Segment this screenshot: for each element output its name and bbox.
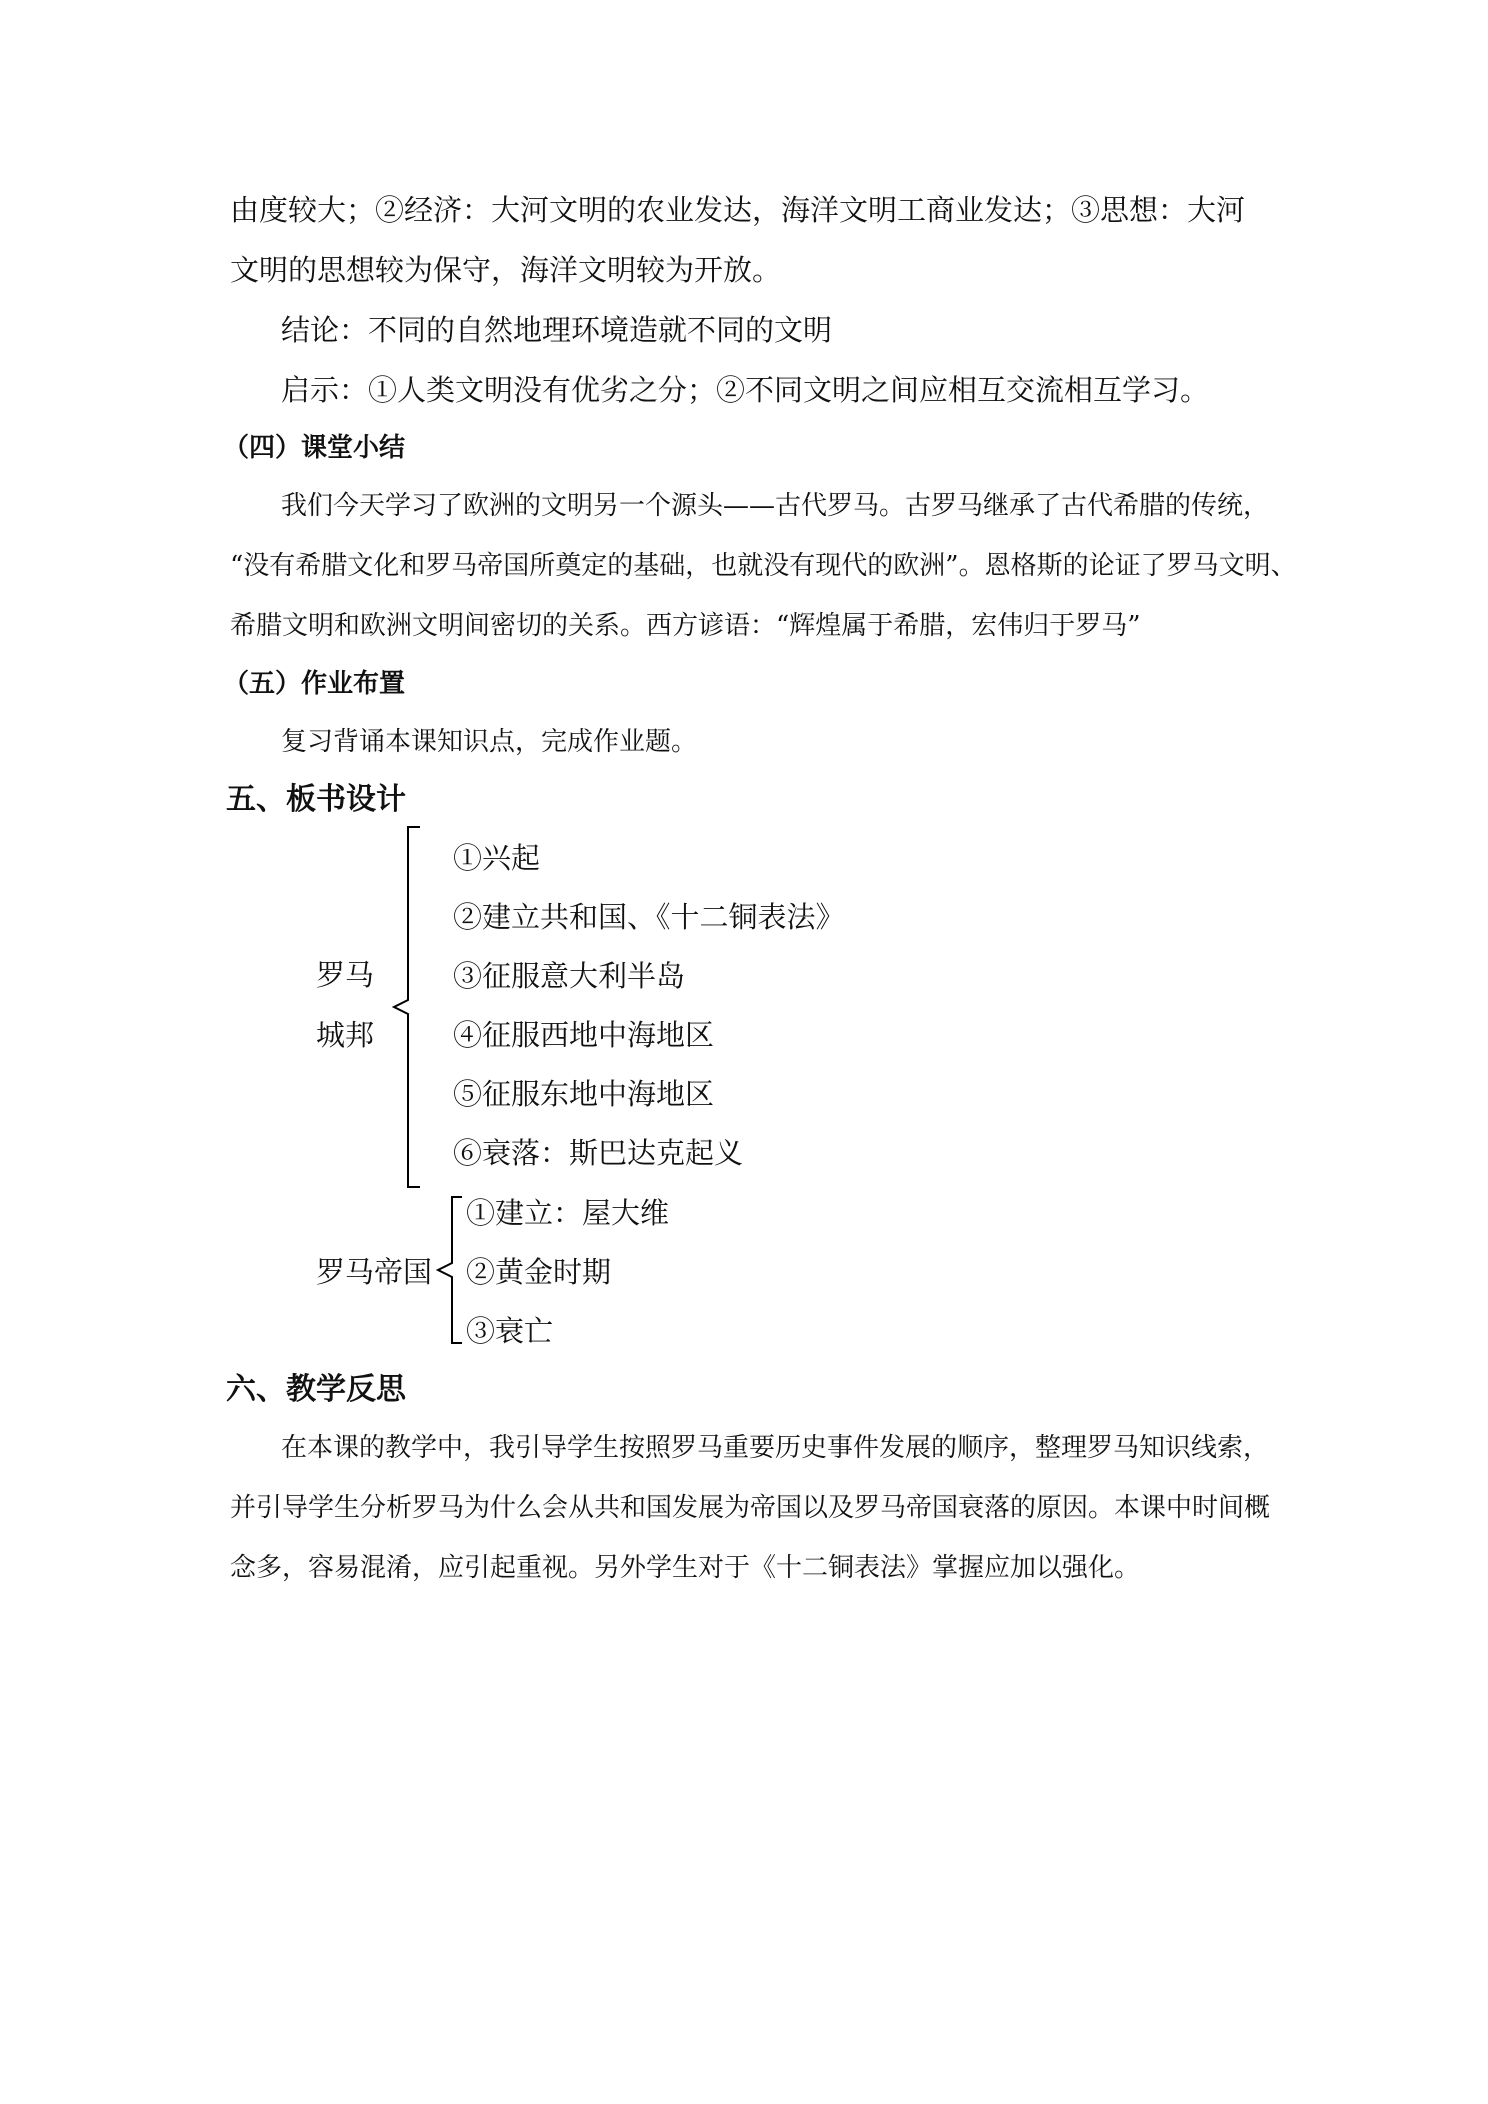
- board-item: ②建立共和国、《十二铜表法》: [453, 900, 845, 934]
- board-item: ①兴起: [453, 841, 541, 875]
- board-item: ⑥衰落：斯巴达克起义: [453, 1136, 744, 1170]
- inspiration-text: 启示：①人类文明没有优劣之分；②不同文明之间应相互交流相互学习。: [281, 373, 1210, 407]
- board-item: ③征服意大利半岛: [453, 959, 686, 993]
- board-item: ⑤征服东地中海地区: [453, 1077, 715, 1111]
- conclusion-text: 结论：不同的自然地理环境造就不同的文明: [281, 313, 833, 347]
- reflection-line: 念多，容易混淆，应引起重视。另外学生对于《十二铜表法》掌握应加以强化。: [230, 1553, 1141, 1583]
- summary-line: “没有希腊文化和罗马帝国所奠定的基础，也就没有现代的欧洲”。恩格斯的论证了罗马文明、: [230, 551, 1297, 581]
- summary-line: 我们今天学习了欧洲的文明另一个源头——古代罗马。古罗马继承了古代希腊的传统，: [281, 491, 1270, 521]
- homework-text: 复习背诵本课知识点，完成作业题。: [281, 727, 698, 757]
- reflection-line: 在本课的教学中，我引导学生按照罗马重要历史事件发展的顺序，整理罗马知识线索，: [281, 1433, 1270, 1463]
- brace-group1-icon: [390, 825, 430, 1190]
- board-label-roman-city-state: 罗马: [316, 958, 375, 992]
- board-label-roman-city-state: 城邦: [316, 1018, 375, 1052]
- paragraph-line: 文明的思想较为保守，海洋文明较为开放。: [230, 253, 782, 287]
- board-item: ④征服西地中海地区: [453, 1018, 715, 1052]
- section-heading-summary: （四）课堂小结: [223, 433, 406, 463]
- board-item: ②黄金时期: [466, 1255, 612, 1289]
- board-label-roman-empire: 罗马帝国: [316, 1255, 433, 1289]
- summary-line: 希腊文明和欧洲文明间密切的关系。西方谚语：“辉煌属于希腊，宏伟归于罗马”: [230, 611, 1141, 641]
- paragraph-line: 由度较大；②经济：大河文明的农业发达，海洋文明工商业发达；③思想：大河: [230, 193, 1246, 227]
- reflection-line: 并引导学生分析罗马为什么会从共和国发展为帝国以及罗马帝国衰落的原因。本课中时间概: [230, 1493, 1271, 1523]
- section-heading-board-design: 五、板书设计: [226, 782, 406, 817]
- section-heading-reflection: 六、教学反思: [226, 1372, 406, 1407]
- board-item: ③衰亡: [466, 1314, 554, 1348]
- section-heading-homework: （五）作业布置: [223, 669, 406, 699]
- board-item: ①建立：屋大维: [466, 1196, 670, 1230]
